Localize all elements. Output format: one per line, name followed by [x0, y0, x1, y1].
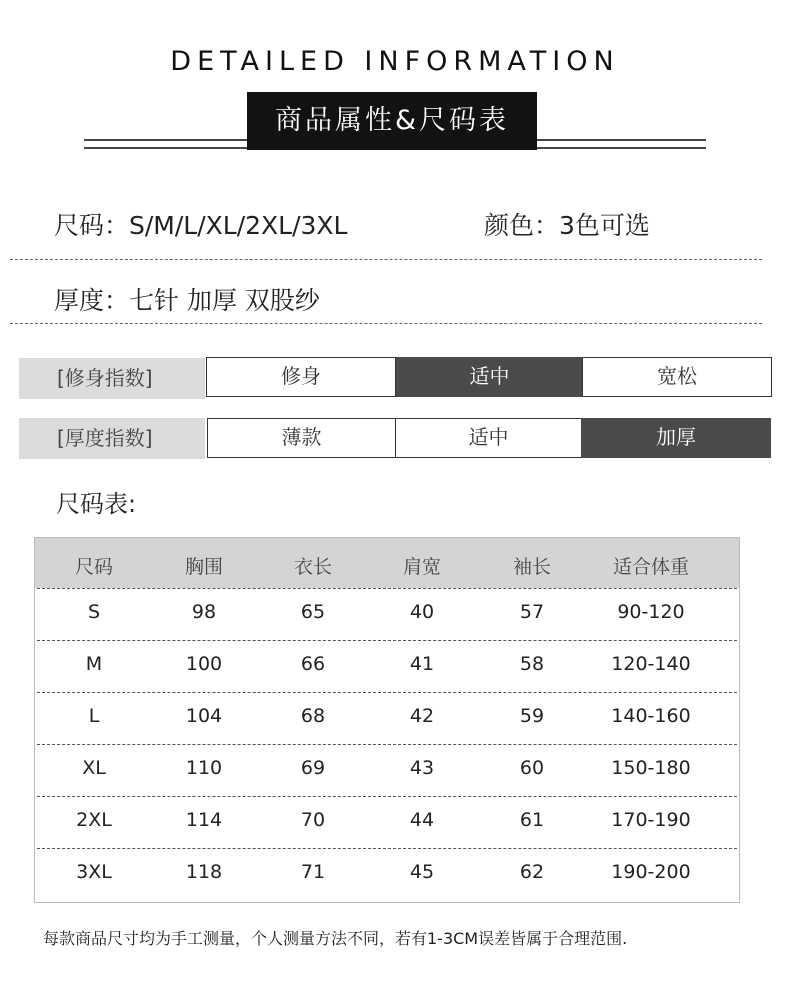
table-cell: 43	[409, 757, 435, 779]
table-cell: 40	[409, 601, 435, 623]
table-cell: 100	[185, 653, 223, 675]
attr-size: 尺码：S/M/L/XL/2XL/3XL	[54, 211, 348, 240]
fit-index-label: [修身指数]	[19, 358, 205, 399]
table-cell: 57	[519, 601, 545, 623]
table-cell: 90-120	[617, 601, 685, 623]
table-row	[35, 848, 739, 900]
table-cell: 45	[409, 861, 435, 883]
table-cell: 98	[191, 601, 217, 623]
table-row	[35, 796, 739, 848]
header-subtitle-box: 商品属性&尺码表	[247, 92, 537, 150]
table-cell: 104	[185, 705, 223, 727]
table-cell: 150-180	[611, 757, 691, 779]
table-cell: 114	[185, 809, 223, 831]
measurement-note: 每款商品尺寸均为手工测量，个人测量方法不同，若有1-3CM误差皆属于合理范围.	[43, 929, 628, 948]
table-cell: 65	[300, 601, 326, 623]
table-cell: 2XL	[76, 809, 112, 831]
table-row	[35, 692, 739, 744]
table-cell: 44	[409, 809, 435, 831]
table-row	[35, 744, 739, 796]
header-title: DETAILED INFORMATION	[170, 46, 620, 77]
table-cell: S	[87, 601, 101, 623]
fit-option-regular: 适中	[396, 357, 583, 397]
table-cell: 170-190	[611, 809, 691, 831]
column-header: 适合体重	[612, 556, 689, 578]
table-row	[35, 588, 739, 640]
table-cell: 190-200	[611, 861, 691, 883]
table-cell: 60	[519, 757, 545, 779]
row-divider	[37, 848, 737, 849]
size-table-title: 尺码表:	[56, 490, 137, 518]
table-cell: L	[88, 705, 100, 727]
table-cell: 42	[409, 705, 435, 727]
column-header: 胸围	[184, 556, 223, 578]
row-divider	[37, 640, 737, 641]
thickness-option-medium: 适中	[395, 418, 582, 458]
table-row	[35, 640, 739, 692]
size-table-header	[35, 538, 739, 588]
table-cell: XL	[82, 757, 106, 779]
table-cell: 118	[185, 861, 223, 883]
attr-thickness: 厚度：七针 加厚 双股纱	[54, 286, 320, 315]
table-cell: 120-140	[611, 653, 691, 675]
row-divider	[37, 744, 737, 745]
table-cell: 69	[300, 757, 326, 779]
attr-color: 颜色：3色可选	[484, 211, 650, 240]
table-cell: 59	[519, 705, 545, 727]
table-cell: 70	[300, 809, 326, 831]
thickness-index-label: [厚度指数]	[19, 418, 205, 459]
divider-dashed	[10, 323, 762, 324]
thickness-option-thin: 薄款	[207, 418, 396, 458]
divider-dashed	[10, 259, 762, 260]
table-cell: 41	[409, 653, 435, 675]
table-cell: 3XL	[76, 861, 112, 883]
table-cell: 58	[519, 653, 545, 675]
fit-option-slim: 修身	[206, 357, 396, 397]
fit-option-loose: 宽松	[582, 357, 772, 397]
table-cell: 61	[519, 809, 545, 831]
table-cell: M	[85, 653, 103, 675]
column-header: 袖长	[512, 556, 551, 578]
size-table	[34, 537, 740, 903]
row-divider	[37, 692, 737, 693]
column-header: 衣长	[293, 556, 332, 578]
column-header: 尺码	[74, 556, 113, 578]
row-divider	[37, 796, 737, 797]
row-divider	[37, 588, 737, 589]
table-cell: 71	[300, 861, 326, 883]
table-cell: 140-160	[611, 705, 691, 727]
table-cell: 68	[300, 705, 326, 727]
thickness-option-thick: 加厚	[581, 418, 771, 458]
table-cell: 62	[519, 861, 545, 883]
table-cell: 66	[300, 653, 326, 675]
column-header: 肩宽	[402, 556, 441, 578]
table-cell: 110	[185, 757, 223, 779]
